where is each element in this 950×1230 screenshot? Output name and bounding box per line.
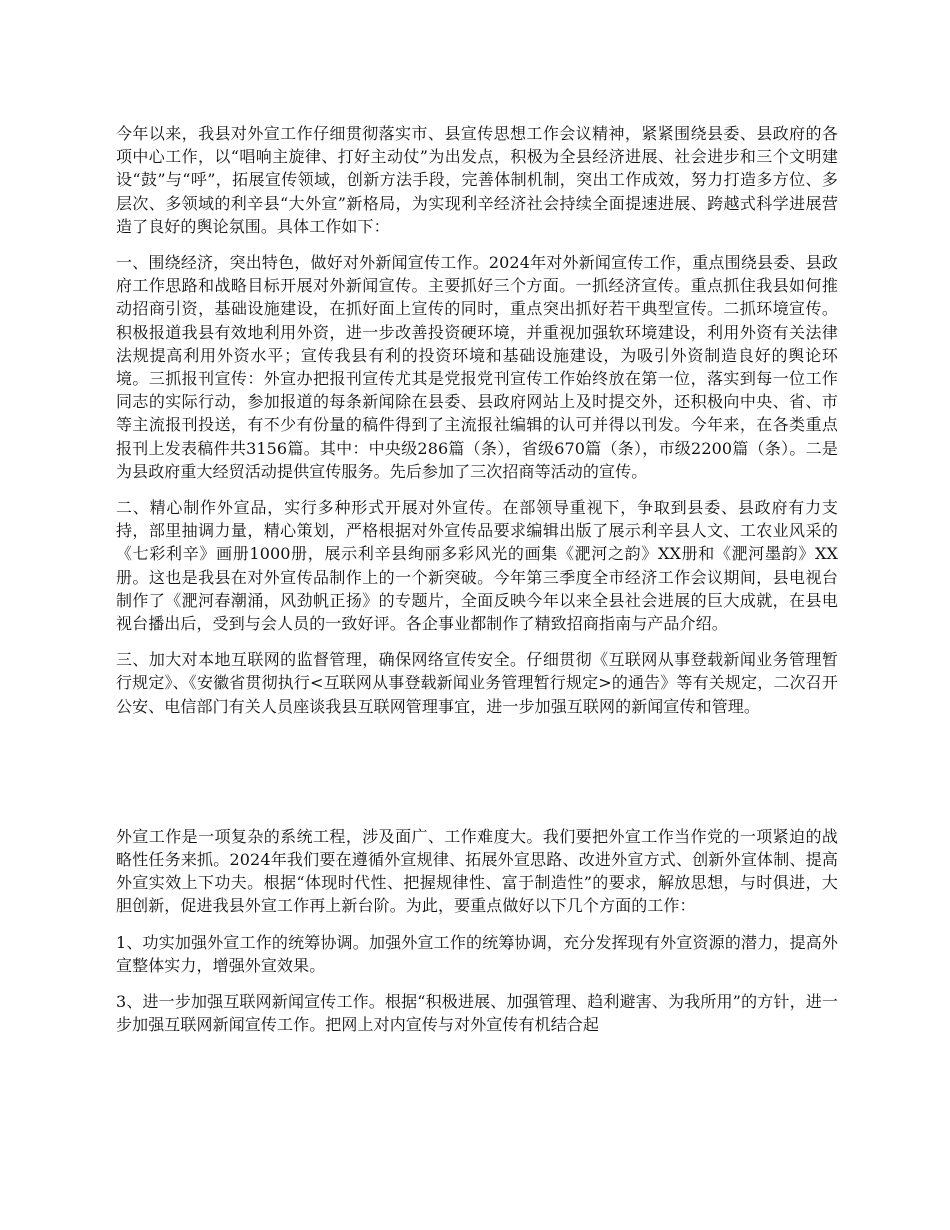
section-spacer	[116, 731, 838, 825]
section-one-paragraph: 一、围绕经济，突出特色，做好对外新闻宣传工作。2024年对外新闻宣传工作，重点围绕县委、县政府工作思路和战略目标开展对外新闻宣传。主要抓好三个方面。一抓经济宣传。重点抓住我县如何推动招商引资，基础设施建设，在抓好面上宣传的同时，重点突出抓好若干典型宣传。二抓环境宣传。积极报道我县有效地利用外资，进一步改善投资硬环境，并重视加强软环境建设，利用外资有关法律法规提高利用外资水平；宣传我县有利的投资环境和基础设施建设，为吸引外资制造良好的舆论环境。三抓报刊宣传：外宣办把报刊宣传尤其是党报党刊宣传工作始终放在第一位，落实到每一位工作同志的实际行动，参加报道的每条新闻除在县委、县政府网站上及时提交外，还积极向中央、省、市等主流报刊投送，有不少有份量的稿件得到了主流报社编辑的认可并得以刊发。今年来，在各类重点报刊上发表稿件共3156篇。其中：中央级286篇（条），省级670篇（条），市级2200篇（条）。二是为县政府重大经贸活动提供宣传服务。先后参加了三次招商等活动的宣传。	[116, 253, 838, 481]
plan-item-three-paragraph: 3、进一步加强互联网新闻宣传工作。根据“积极进展、加强管理、趋利避害、为我所用”的方针，进一步加强互联网新闻宣传工作。把网上对内宣传与对外宣传有机结合起	[116, 992, 838, 1035]
section-three-paragraph: 三、加大对本地互联网的监督管理，确保网络宣传安全。仔细贯彻《互联网从事登载新闻业务管理暂行规定》、《安徽省贯彻执行<互联网从事登载新闻业务管理暂行规定>的通告》等有关规定，二次召开公安、电信部门有关人员座谈我县互联网管理事宜，进一步加强互联网的新闻宣传和管理。	[116, 650, 838, 716]
intro-paragraph: 今年以来，我县对外宣工作仔细贯彻落实市、县宣传思想工作会议精神，紧紧围绕县委、县政府的各项中心工作，以“唱响主旋律、打好主动仗”为出发点，积极为全县经济进展、社会进步和三个文明建设“鼓”与“呼”，拓展宣传领域，创新方法手段，完善体制机制，突出工作成效，努力打造多方位、多层次、多领域的利辛县“大外宣”新格局，为实现利辛经济社会持续全面提速进展、跨越式科学进展营造了良好的舆论氛围。具体工作如下：	[116, 124, 838, 236]
plan-item-one-paragraph: 1、功实加强外宣工作的统筹协调。加强外宣工作的统筹协调，充分发挥现有外宣资源的潜力，提高外宣整体实力，增强外宣效果。	[116, 932, 838, 975]
section-two-paragraph: 二、精心制作外宣品，实行多种形式开展对外宣传。在部领导重视下，争取到县委、县政府有力支持，部里抽调力量，精心策划，严格根据对外宣传品要求编辑出版了展示利辛县人文、工农业风采的《七彩利辛》画册1000册，展示利辛县绚丽多彩风光的画集《淝河之韵》XX册和《淝河墨韵》XX册。这也是我县在对外宣传品制作上的一个新突破。今年第三季度全市经济工作会议期间，县电视台制作了《淝河春潮涌，风劲帆正扬》的专题片，全面反映今年以来全县社会进展的巨大成就，在县电视台播出后，受到与会人员的一致好评。各企事业都制作了精致招商指南与产品介绍。	[116, 498, 838, 634]
document-page	[116, 122, 838, 1050]
plan-intro-paragraph: 外宣工作是一项复杂的系统工程，涉及面广、工作难度大。我们要把外宣工作当作党的一项紧迫的战略性任务来抓。2024年我们要在遵循外宣规律、拓展外宣思路、改进外宣方式、创新外宣体制、提高外宣实效上下功夫。根据“体现时代性、把握规律性、富于制造性”的要求，解放思想，与时俱进，大胆创新，促进我县外宣工作再上新台阶。为此，要重点做好以下几个方面的工作：	[116, 826, 838, 916]
